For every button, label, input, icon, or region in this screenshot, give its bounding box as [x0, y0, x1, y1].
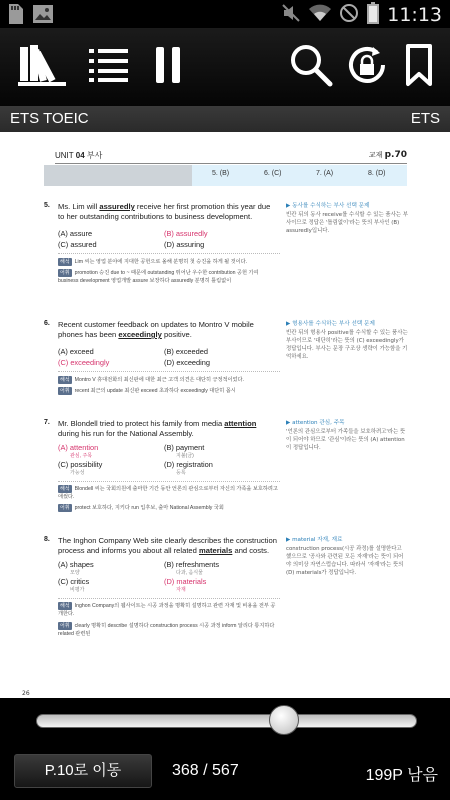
pause-icon — [153, 45, 183, 89]
book-label: 교재 — [368, 151, 383, 159]
rotation-lock-button[interactable] — [342, 42, 392, 92]
translation: 해석 Inghon Company의 웹사이트는 시공 과정을 명확히 설명하고 관련 자재 및 비용을 전부 공개한다. — [58, 603, 276, 617]
question-number: 6. — [44, 320, 50, 327]
book-page[interactable] — [0, 132, 450, 698]
option-c: (C) possibility — [58, 460, 103, 469]
question-text: Mr. Blondell tried to protect his family from media attention during his run for the National Assembly. — [58, 419, 257, 438]
question-number: 5. — [44, 202, 50, 209]
search-button[interactable] — [286, 42, 336, 92]
option-gloss: 자재 — [176, 587, 186, 593]
option-a: (A) exceed — [58, 347, 94, 356]
toc-button[interactable] — [84, 42, 134, 92]
option-c: (C) critics — [58, 577, 90, 586]
question-text: Recent customer feedback on updates to Montro V mobile phones has been exceedingly positive. — [58, 320, 254, 339]
question-7 — [44, 419, 280, 519]
unit-header — [55, 148, 407, 164]
sd-card-icon — [6, 3, 24, 29]
publisher-label: ETS — [410, 110, 440, 127]
answer-key-item: 6. (C) — [264, 170, 282, 177]
key-word: exceedingly — [118, 330, 162, 339]
list-icon — [87, 45, 131, 89]
question-number: 8. — [44, 536, 50, 543]
question-6 — [44, 320, 280, 410]
question-8 — [44, 536, 280, 656]
book-page-ref: p.70 — [384, 150, 407, 160]
option-gloss: 관심, 주목 — [70, 453, 93, 459]
search-icon — [289, 43, 333, 91]
option-gloss: 지불(금) — [176, 453, 194, 459]
translation: 해석 Blondell 씨는 국회의원에 출마한 기간 동안 언론의 관심으로부터 자신의 가족을 보호하려고 애썼다. — [58, 486, 278, 500]
option-b: (B) refreshments — [164, 560, 220, 569]
goto-page-button[interactable]: P.10로 이동 — [14, 754, 152, 788]
question-text: The Inghon Company Web site clearly describes the construction process and informs you about all related materials and costs. — [58, 536, 277, 555]
toolbar — [0, 28, 450, 106]
option-c: (C) exceedingly — [58, 358, 110, 367]
option-gloss: 비평가 — [70, 587, 85, 593]
key-word: assuredly — [99, 202, 135, 211]
image-icon — [32, 3, 54, 29]
page-slider[interactable] — [36, 714, 417, 728]
option-gloss: 다과, 음식물 — [176, 570, 203, 576]
unit-label: UNIT — [55, 151, 74, 160]
question-number: 7. — [44, 419, 50, 426]
vocabulary: 어휘 promotion 승진 due to ~ 때문에 outstanding 뛰어난 우수한 contribution 공헌 기여 business development 영업개발 assure 보장하다 assuredly 분명히 틀림없이 — [58, 270, 259, 284]
bookmark-icon — [404, 43, 434, 91]
book-title: ETS TOEIC — [10, 110, 89, 127]
clock: 11:13 — [387, 4, 442, 26]
answer-key-bar — [44, 165, 407, 186]
page-slider-thumb[interactable] — [269, 705, 299, 735]
unit-number: 04 — [75, 151, 85, 160]
battery-icon — [367, 2, 379, 28]
translation: 해석 Montro V 휴대전화의 최신판에 대한 최근 고객 의견은 대단히 긍정적이었다. — [60, 377, 244, 383]
option-b: (B) payment — [164, 443, 205, 452]
answer-key-item: 5. (B) — [212, 170, 230, 177]
answer-key-item: 7. (A) — [316, 170, 334, 177]
option-gloss: 등록 — [176, 470, 186, 476]
question-5 — [44, 202, 280, 307]
rotation-lock-icon — [345, 43, 389, 91]
key-word: attention — [224, 419, 257, 428]
question-text: Ms. Lim will assuredly receive her first promotion this year due to her outstanding contributions to business development. — [58, 202, 271, 221]
key-word: materials — [199, 546, 233, 555]
library-button[interactable] — [18, 42, 68, 92]
library-icon — [18, 43, 68, 91]
wifi-icon — [309, 4, 331, 26]
option-b: (B) assuredly — [164, 229, 208, 238]
unit-title: 부사 — [86, 151, 103, 160]
vocabulary: 어휘 recent 최근의 update 최신판 exceed 초과하다 exceedingly 대단히 몹시 — [60, 388, 236, 394]
no-signal-icon — [339, 3, 359, 27]
bookmark-button[interactable] — [394, 42, 444, 92]
option-d: (D) materials — [164, 577, 207, 586]
pause-button[interactable] — [143, 42, 193, 92]
page-counter: 368 / 567 — [172, 762, 239, 779]
explanation-8: ▶ material 자재, 재료 construction process(시공 과정)를 설명한다고 했으므로 '공사와 관련된 모든 자재'라는 뜻이 되어야 의미상 자연스럽습니다. 따라서 '자재'라는 뜻의 (D) materials가 정답입니다. — [286, 537, 404, 576]
option-a: (A) assure — [58, 229, 93, 238]
book-title-bar — [0, 106, 450, 132]
pages-remaining: 199P 남음 — [365, 767, 438, 784]
option-gloss: 가능성 — [70, 470, 85, 476]
mute-icon — [281, 3, 301, 27]
option-gloss: 모양 — [70, 570, 80, 576]
bottom-navigation — [0, 698, 450, 800]
page-number: 26 — [22, 690, 30, 697]
vocabulary: 어휘 protect 보호하다, 지키다 run 입후보, 출마 National Assembly 국회 — [60, 505, 224, 511]
explanation-6: ▶ 형용사를 수식하는 부사 선택 문제 빈칸 뒤의 형용사 positive를 수식할 수 있는 품사는 부사이므로 '대단히'라는 뜻의 (C) exceedingly가 정답입니다. 부사는 문장 구조상 생략이 가능함을 기억하세요. — [286, 321, 408, 360]
option-d: (D) registration — [164, 460, 213, 469]
option-a: (A) attention — [58, 443, 99, 452]
option-c: (C) assured — [58, 240, 97, 249]
option-b: (B) exceeded — [164, 347, 208, 356]
explanation-7: ▶ attention 관심, 주목 '언론의 관심으로부터 가족들을 보호하려고'라는 뜻이 되어야 하므로 '관심'이라는 뜻의 (A) attention이 정답입니다. — [286, 420, 406, 451]
option-d: (D) assuring — [164, 240, 205, 249]
translation: 해석 Lim 씨는 영업 분야에 지대한 공헌으로 올해 분명히 첫 승진을 하게 될 것이다. — [60, 259, 248, 265]
answer-key-item: 8. (D) — [368, 170, 386, 177]
option-d: (D) exceeding — [164, 358, 211, 367]
status-bar — [0, 0, 450, 28]
option-a: (A) shapes — [58, 560, 94, 569]
vocabulary: 어휘 clearly 명확히 describe 설명하다 construction process 시공 과정 inform 알리다 통지하다 related 관련된 — [58, 623, 275, 637]
explanation-5: ▶ 동사를 수식하는 부사 선택 문제 빈칸 뒤의 동사 receive를 수식할 수 있는 품사는 부사이므로 정답은 '틀림없이'라는 뜻의 부사인 (B) assuredly입니다. — [286, 203, 408, 234]
